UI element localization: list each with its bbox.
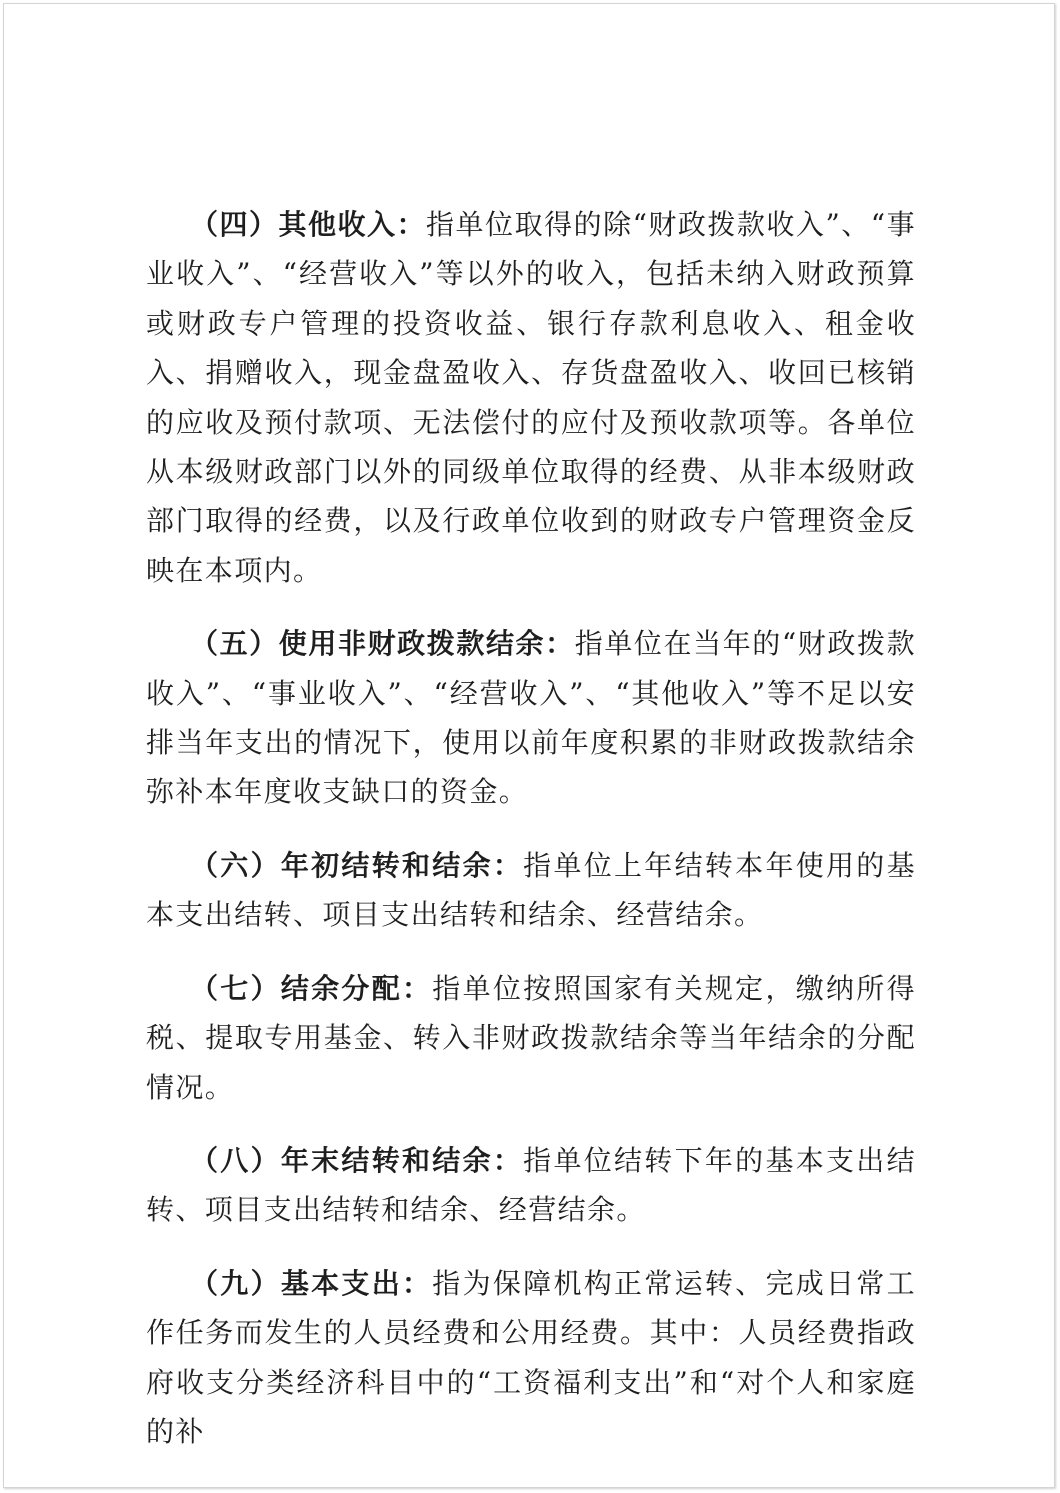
paragraph-text: 指单位结转下年的基本支出结转、项目支出结转和结余、经营结余。	[146, 1143, 916, 1227]
paragraph-term: （八）年末结转和结余：	[190, 1143, 524, 1177]
document-body	[146, 200, 916, 1456]
paragraph-term: （九）基本支出：	[190, 1266, 433, 1300]
paragraph-term: （六）年初结转和结余：	[190, 848, 524, 882]
paragraph-term: （四）其他收入：	[190, 208, 427, 241]
paragraph-text: 指为保障机构正常运转、完成日常工作任务而发生的人员经费和公用经费。其中：人员经费指政府收支分类经济科目中的“工资福利支出”和“对个人和家庭的补	[146, 1266, 916, 1448]
paragraph-other-income	[146, 200, 916, 595]
paragraph-text: 指单位在当年的“财政拨款收入”、“事业收入”、“经营收入”、“其他收入”等不足以安排当年支出的情况下，使用以前年度积累的非财政拨款结余弥补本年度收支缺口的资金。	[146, 627, 916, 809]
paragraph-basic-expenditure	[146, 1259, 916, 1457]
paragraph-term: （五）使用非财政拨款结余：	[190, 627, 575, 661]
paragraph-opening-balance	[146, 841, 916, 940]
paragraph-use-non-fiscal-balance	[146, 619, 916, 817]
paragraph-text: 指单位按照国家有关规定，缴纳所得税、提取专用基金、转入非财政拨款结余等当年结余的分配情况。	[146, 971, 916, 1104]
paragraph-text: 指单位取得的除“财政拨款收入”、“事业收入”、“经营收入”等以外的收入，包括未纳入财政预算或财政专户管理的投资收益、银行存款利息收入、租金收入、捐赠收入，现金盘盈收入、存货盘盈收入、收回已核销的应收及预付款项、无法偿付的应付及预收款项等。各单位从本级财政部门以外的同级单位取得的经费、从非本级财政部门取得的经费，以及行政单位收到的财政专户管理资金反映在本项内。	[146, 208, 916, 587]
paragraph-closing-balance	[146, 1136, 916, 1235]
paragraph-text: 指单位上年结转本年使用的基本支出结转、项目支出结转和结余、经营结余。	[146, 848, 916, 932]
paragraph-term: （七）结余分配：	[190, 971, 433, 1005]
paragraph-surplus-distribution	[146, 964, 916, 1112]
document-page	[3, 3, 1055, 1488]
